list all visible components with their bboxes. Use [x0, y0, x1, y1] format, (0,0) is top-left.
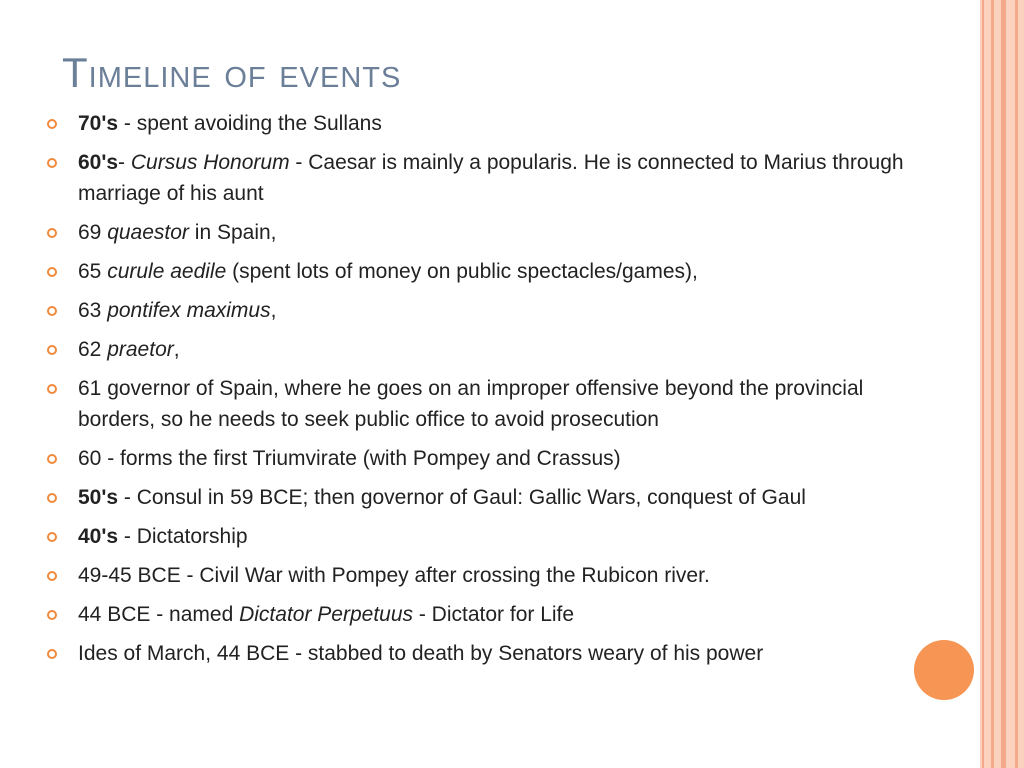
decorative-stripe: [1015, 0, 1018, 768]
bullet-icon: [47, 649, 57, 659]
list-item: 50's - Consul in 59 BCE; then governor of Gaul: Gallic Wars, conquest of Gaul: [44, 482, 924, 513]
bullet-icon: [47, 158, 57, 168]
slide-title: Timeline of events: [62, 49, 402, 96]
list-item: 70's - spent avoiding the Sullans: [44, 108, 924, 139]
list-item: Ides of March, 44 BCE - stabbed to death by Senators weary of his power: [44, 638, 924, 669]
list-item: 65 curule aedile (spent lots of money on public spectacles/games),: [44, 256, 924, 287]
bullet-icon: [47, 454, 57, 464]
list-item: 63 pontifex maximus,: [44, 295, 924, 326]
list-item: 44 BCE - named Dictator Perpetuus - Dictator for Life: [44, 599, 924, 630]
bullet-icon: [47, 267, 57, 277]
decorative-stripe: [991, 0, 994, 768]
decorative-stripe: [982, 0, 984, 768]
bullet-icon: [47, 493, 57, 503]
list-item: 40's - Dictatorship: [44, 521, 924, 552]
bullet-icon: [47, 384, 57, 394]
list-item: 60's- Cursus Honorum - Caesar is mainly a popularis. He is connected to Marius through marriage of his aunt: [44, 147, 924, 209]
bullet-icon: [47, 571, 57, 581]
bullet-icon: [47, 228, 57, 238]
decorative-stripe: [1001, 0, 1006, 768]
list-item: 69 quaestor in Spain,: [44, 217, 924, 248]
bullet-list: [44, 108, 924, 677]
bullet-icon: [47, 532, 57, 542]
bullet-icon: [47, 306, 57, 316]
list-item: 62 praetor,: [44, 334, 924, 365]
bullet-icon: [47, 610, 57, 620]
list-item: 61 governor of Spain, where he goes on an improper offensive beyond the provincial borders, so he needs to seek public office to avoid prosecution: [44, 373, 924, 435]
list-item: 49-45 BCE - Civil War with Pompey after crossing the Rubicon river.: [44, 560, 924, 591]
bullet-icon: [47, 119, 57, 129]
bullet-icon: [47, 345, 57, 355]
list-item: 60 - forms the first Triumvirate (with Pompey and Crassus): [44, 443, 924, 474]
